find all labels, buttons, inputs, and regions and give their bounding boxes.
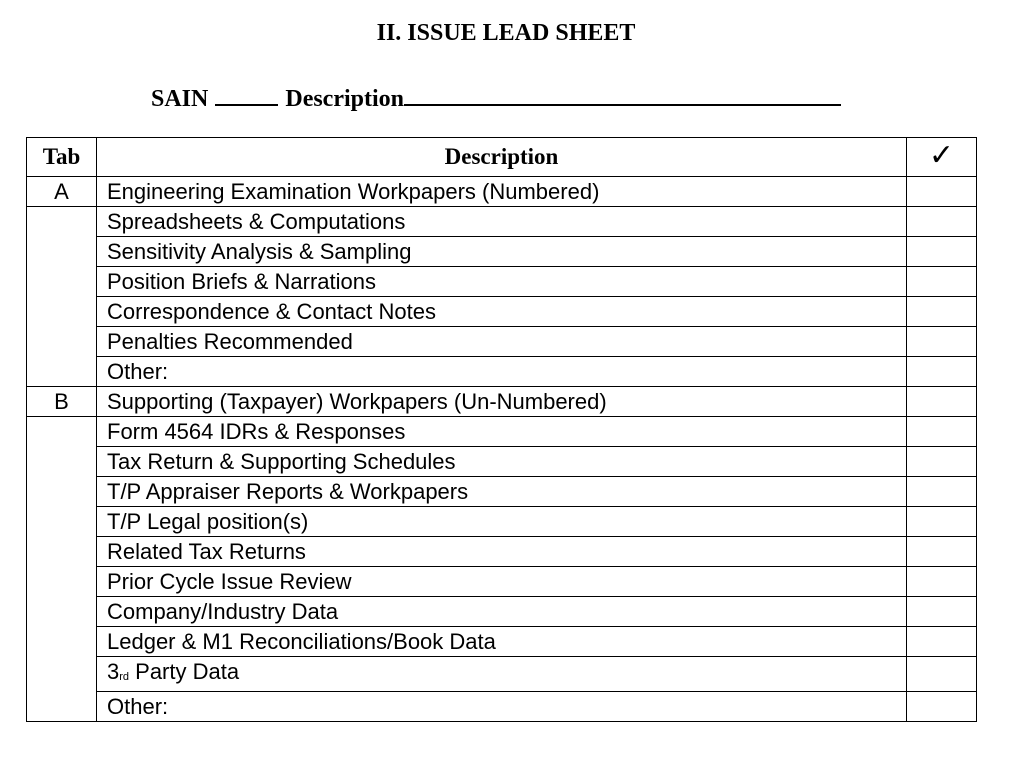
tab-cell [27,692,97,722]
tab-cell [27,267,97,297]
checkbox-cell[interactable] [907,537,977,567]
tab-cell [27,297,97,327]
tab-cell [27,207,97,237]
tab-cell [27,507,97,537]
table-row [27,597,977,627]
checkbox-cell[interactable] [907,477,977,507]
checkbox-cell[interactable] [907,627,977,657]
tab-cell [27,447,97,477]
checkbox-cell[interactable] [907,447,977,477]
sain-description-line [151,80,841,113]
description-cell: Correspondence & Contact Notes [97,297,907,327]
description-blank[interactable] [404,80,841,106]
checkmark-icon: ✓ [928,138,955,173]
tab-cell [27,327,97,357]
description-cell: Tax Return & Supporting Schedules [97,447,907,477]
description-cell: Company/Industry Data [97,597,907,627]
tab-cell [27,417,97,447]
checkbox-cell[interactable] [907,597,977,627]
tab-cell [27,357,97,387]
description-cell: Related Tax Returns [97,537,907,567]
table-row [27,207,977,237]
tab-cell [27,567,97,597]
tab-cell [27,657,97,692]
description-cell: Penalties Recommended [97,327,907,357]
description-cell [97,657,907,692]
table-header-row [27,138,977,177]
checkbox-cell[interactable] [907,237,977,267]
checkbox-cell[interactable] [907,657,977,692]
issue-lead-table [26,137,977,722]
description-cell: T/P Appraiser Reports & Workpapers [97,477,907,507]
page-title: II. ISSUE LEAD SHEET [376,20,636,46]
description-cell: Other: [97,692,907,722]
table-row [27,447,977,477]
tab-cell [27,627,97,657]
description-cell: Engineering Examination Workpapers (Numbered) [97,177,907,207]
description-label: Description [285,86,405,112]
sain-blank[interactable] [215,80,278,106]
checkbox-cell[interactable] [907,417,977,447]
checkbox-cell[interactable] [907,207,977,237]
table-row [27,267,977,297]
checkbox-cell[interactable] [907,567,977,597]
table-row [27,177,977,207]
table-row [27,297,977,327]
table-row [27,387,977,417]
checkbox-cell[interactable] [907,692,977,722]
tab-cell: A [27,177,97,207]
tab-cell [27,537,97,567]
description-cell: T/P Legal position(s) [97,507,907,537]
table-row [27,567,977,597]
table-row [27,357,977,387]
ordinal-suffix: rd [119,671,130,683]
checkbox-cell[interactable] [907,267,977,297]
table-row [27,692,977,722]
checkbox-cell[interactable] [907,327,977,357]
table-row [27,627,977,657]
description-cell: Position Briefs & Narrations [97,267,907,297]
description-cell: Other: [97,357,907,387]
description-cell: Prior Cycle Issue Review [97,567,907,597]
third-party-label: Party Data [129,659,240,684]
sain-label: SAIN [151,86,209,112]
checkbox-cell[interactable] [907,387,977,417]
table-row [27,417,977,447]
checkbox-cell[interactable] [907,297,977,327]
ordinal-number: 3 [107,659,120,684]
description-cell: Ledger & M1 Reconciliations/Book Data [97,627,907,657]
check-column-header [907,138,977,177]
tab-cell [27,237,97,267]
description-cell: Sensitivity Analysis & Sampling [97,237,907,267]
description-cell: Spreadsheets & Computations [97,207,907,237]
table-row [27,477,977,507]
table-row [27,537,977,567]
checkbox-cell[interactable] [907,177,977,207]
table-row [27,327,977,357]
description-column-header: Description [97,138,907,177]
checkbox-cell[interactable] [907,507,977,537]
description-cell: Supporting (Taxpayer) Workpapers (Un-Numbered) [97,387,907,417]
table-row [27,657,977,692]
tab-cell [27,477,97,507]
table-row [27,237,977,267]
description-cell: Form 4564 IDRs & Responses [97,417,907,447]
tab-cell: B [27,387,97,417]
table-row [27,507,977,537]
checkbox-cell[interactable] [907,357,977,387]
tab-column-header: Tab [27,138,97,177]
tab-cell [27,597,97,627]
